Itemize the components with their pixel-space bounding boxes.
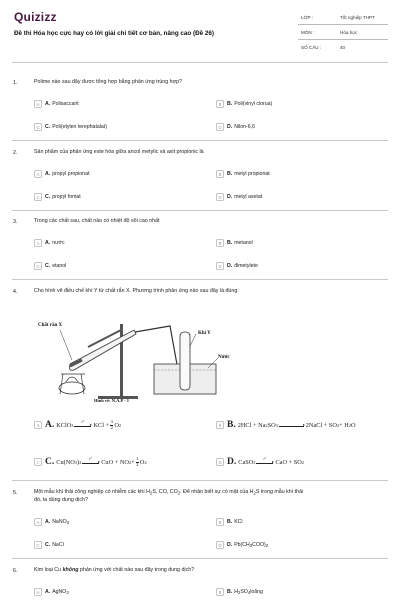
question-number: 5. xyxy=(13,490,18,496)
info-value-subject: Hóa học xyxy=(340,30,358,35)
option-box: B xyxy=(216,239,224,247)
option-d[interactable]: D D. CaSO 3 t° CaO + SO 2 xyxy=(216,457,304,467)
info-divider xyxy=(298,39,388,40)
question-divider xyxy=(12,558,388,559)
option-box: A xyxy=(34,518,42,526)
reaction-arrow xyxy=(279,422,305,428)
option-box: D xyxy=(216,262,224,270)
option-d[interactable]: D D. Pb(CH 3 COO) 2 xyxy=(216,540,268,550)
question-text: Kim loại Cu không phản ứng với chất nào sau đây trong dung dịch? xyxy=(34,567,195,573)
option-box: C xyxy=(34,123,42,131)
option-box: A xyxy=(34,100,42,108)
stand-rod xyxy=(120,324,123,397)
option-b[interactable]: B B. metyl propionat xyxy=(216,169,270,179)
label-pointer xyxy=(60,330,72,360)
reaction-arrow: t° xyxy=(256,459,274,465)
option-box: A xyxy=(34,239,42,247)
document-title: Đề thi Hóa học cực hay có lời giải chi tiết cơ bản, nâng cao (Đề 26) xyxy=(14,30,215,37)
option-box: A xyxy=(34,421,42,429)
option-d[interactable]: D D. đimetylete xyxy=(216,261,258,271)
option-c[interactable]: C C. NaCl xyxy=(34,540,64,550)
option-c[interactable]: C C. Cu(NO 3 ) 2 t° CuO + NO 2 + $\frac{1}{2}$ O 2 xyxy=(34,457,147,467)
collecting-tube xyxy=(180,332,190,390)
option-a[interactable]: A A. KClO 3 t° KCl + $\frac{3}{2}$ O 2 xyxy=(34,420,121,430)
option-box: A xyxy=(34,588,42,596)
info-label-subject: MÔN : xyxy=(301,30,315,35)
option-a[interactable]: A A. Polisaccarit xyxy=(34,99,79,109)
option-a[interactable]: A A. nước xyxy=(34,238,65,248)
info-value-class: Tốt nghiệp THPT xyxy=(340,15,375,20)
gas-preparation-figure xyxy=(30,312,230,404)
question-number: 2. xyxy=(13,150,18,156)
reaction-arrow: t° xyxy=(82,459,100,465)
option-b[interactable]: B B. metanol xyxy=(216,238,253,248)
option-a[interactable]: A A. AgNO 3 xyxy=(34,587,69,597)
option-box: D xyxy=(216,123,224,131)
option-box: C xyxy=(34,193,42,201)
label-gas-y: Khí Y xyxy=(198,331,211,336)
option-box: B xyxy=(216,170,224,178)
question-number: 6. xyxy=(13,568,18,574)
test-tube xyxy=(70,330,137,370)
question-text: Một mẫu khí thải công nghiệp có nhiễm các khí $H_2S$, CO, $CO_2$. Để nhận biết sự có mặt của $H_2S$ trong mẫu khí thải đó, ta dùng dung dịch? xyxy=(34,489,304,504)
info-value-count: 40 xyxy=(340,45,346,50)
question-number: 3. xyxy=(13,219,18,225)
option-c[interactable]: C C. Poli(etylen terephatalat) xyxy=(34,122,107,132)
option-box: C xyxy=(34,541,42,549)
fraction: $\frac{3}{2}$ xyxy=(110,418,113,430)
question-divider xyxy=(12,480,388,481)
figure-caption: Hình vẽ: N.A.P - 1 xyxy=(94,398,130,403)
option-b[interactable]: B B. Poli(vinyl clorua) xyxy=(216,99,272,109)
question-divider xyxy=(12,210,388,211)
alcohol-lamp xyxy=(59,382,85,394)
header-divider xyxy=(12,62,388,63)
option-box: A xyxy=(34,170,42,178)
option-a[interactable]: A A. NaNO 3 xyxy=(34,517,69,527)
option-d[interactable]: D D. Nilon-6,6 xyxy=(216,122,255,132)
option-box: D xyxy=(216,541,224,549)
option-b[interactable]: B B. H 2 SO 4 loãng xyxy=(216,587,263,597)
question-text: Sản phẩm của phản ứng este hóa giữa ancol metylic và axit propionic là xyxy=(34,149,204,155)
label-solid-x: Chất rắn X xyxy=(38,323,63,328)
option-c[interactable]: C C. etanol xyxy=(34,261,66,271)
option-box: B xyxy=(216,100,224,108)
label-pointer xyxy=(190,334,196,346)
question-text: Cho hình vẽ điều chế khí Y từ chất rắn X. Phương trình phản ứng nào sau đây là đúng: xyxy=(34,288,239,294)
label-water: Nước xyxy=(218,355,230,360)
question-number: 1. xyxy=(13,80,18,86)
option-a[interactable]: A A. propyl propionat xyxy=(34,169,89,179)
option-box: B xyxy=(216,518,224,526)
reaction-arrow: t° xyxy=(74,422,92,428)
lamp-flame xyxy=(66,377,78,382)
info-divider xyxy=(298,24,388,25)
option-c[interactable]: C C. propyl fomat xyxy=(34,192,81,202)
option-box: B xyxy=(216,421,224,429)
option-box: B xyxy=(216,588,224,596)
option-d[interactable]: D D. metyl axetat xyxy=(216,192,262,202)
fraction: $\frac{1}{2}$ xyxy=(136,455,139,467)
info-label-class: LỚP : xyxy=(301,15,314,20)
question-divider xyxy=(12,140,388,141)
option-box: D xyxy=(216,193,224,201)
option-box: C xyxy=(34,262,42,270)
quizizz-logo: Quizizz xyxy=(14,10,57,24)
question-text: Trong các chất sau, chất nào có nhiệt độ sôi cao nhất xyxy=(34,218,160,224)
option-box: C xyxy=(34,458,42,466)
info-label-count: SỐ CÂU : xyxy=(301,45,322,50)
question-divider xyxy=(12,279,388,280)
question-text: Polime nào sau đây được tổng hợp bằng phản ứng trùng hợp? xyxy=(34,79,182,85)
option-b[interactable]: B B. KCl xyxy=(216,517,243,527)
option-box: D xyxy=(216,458,224,466)
option-b[interactable]: B B. 2HCl + Na 2 SO 3 2NaCl + SO 2 + H 2 O xyxy=(216,420,356,430)
question-number: 4. xyxy=(13,289,18,295)
